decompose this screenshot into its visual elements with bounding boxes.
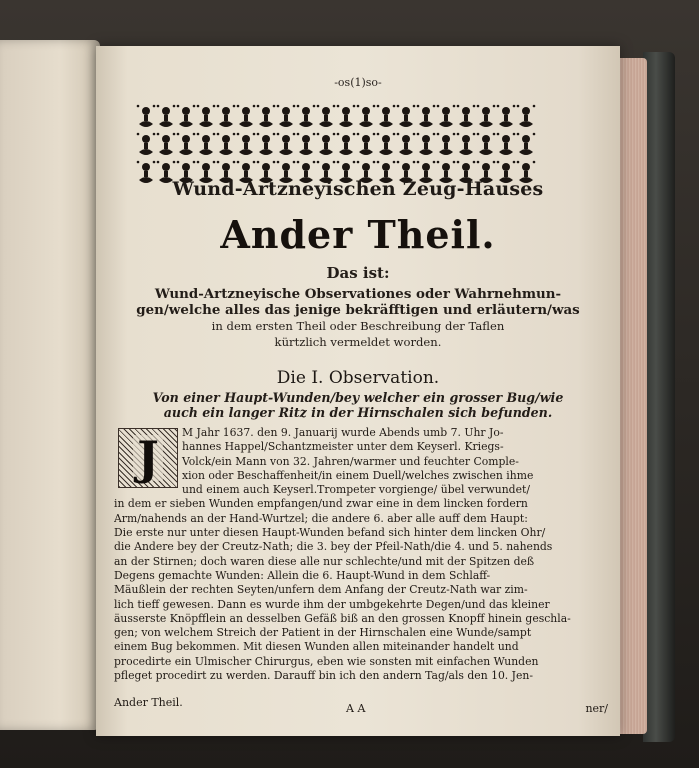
body-text <box>114 426 608 683</box>
drop-cap-letter: J <box>133 435 163 481</box>
body-line: lich tieff gewesen. Dann es wurde ihm der umbgekehrte Degen/und das kleiner <box>114 597 550 611</box>
drop-cap-initial <box>118 428 178 488</box>
footer-catchword: ner/ <box>585 702 608 715</box>
body-line: Volck/ein Mann von 32. Jahren/warmer und feuchter Comple- <box>182 454 519 468</box>
subtitle-block <box>116 286 600 350</box>
observation-description-line: auch ein langer Ritz in der Hirnschalen sich befunden. <box>163 405 553 420</box>
body-line: M Jahr 1637. den 9. Januarij wurde Abends umb 7. Uhr Jo- <box>182 426 504 439</box>
right-page <box>96 46 620 736</box>
subtitle-line: gen/welche alles das jenige bekräfftigen und erläutern/was <box>136 302 580 318</box>
title-line-1: Wund-Artzneyischen Zeug-Hauses <box>172 178 544 200</box>
body-line: Degens gemachte Wunden: Allein die 6. Haupt-Wund in dem Schlaff- <box>114 568 491 582</box>
body-line: Mäußlein der rechten Seyten/unfern dem Anfang der Creutz-Nath war zim- <box>114 583 528 597</box>
observation-description <box>114 390 602 420</box>
body-line: einem Bug bekommen. Mit diesen Wunden allen miteinander handelt und <box>114 640 519 654</box>
body-line: die Andere bey der Creutz-Nath; die 3. bey der Pfeil-Nath/die 4. und 5. nahends <box>114 540 553 554</box>
observation-heading: Die I. Observation. <box>276 368 440 388</box>
body-line: in dem er sieben Wunden empfangen/und zwar eine in dem lincken fordern <box>114 497 528 511</box>
body-line: pfleget procedirt zu werden. Darauff bin ich den andern Tag/als den 10. Jen- <box>114 669 533 683</box>
body-line: Die erste nur unter diesen Haupt-Wunden befand sich hinter dem lincken Ohr/ <box>114 526 546 540</box>
observation-description-line: Von einer Haupt-Wunden/bey welcher ein grosser Bug/wie <box>152 390 564 405</box>
body-line: äusserste Knöpfflein an desselben Gefäß biß an den grossen Knopff hinein geschla- <box>114 611 571 625</box>
footer-signature-mark: A A <box>346 702 366 715</box>
subtitle-line: in dem ersten Theil oder Beschreibung der Taflen <box>211 319 505 333</box>
body-line: procedirte ein Ulmischer Chirurgus, eben wie sonsten mit einfachen Wunden <box>114 654 539 668</box>
title-line-2: Ander Theil. <box>220 212 496 257</box>
subtitle-line: kürtzlich vermeldet worden. <box>274 335 442 349</box>
body-line: und einem auch Keyserl.Trompeter vorgienge/ übel verwundet/ <box>182 483 530 497</box>
body-line: Arm/nahends an der Hand-Wurtzel; die andere 6. aber alle auff dem Haupt: <box>114 511 528 525</box>
das-ist-label: Das ist: <box>326 264 390 282</box>
subtitle-line: Wund-Artzneyische Observationes oder Wahrnehmun- <box>154 286 562 302</box>
page-fore-edge <box>617 58 647 734</box>
left-page <box>0 40 100 730</box>
page-number: -os(1)so- <box>334 76 382 89</box>
body-line: gen; von welchem Streich der Patient in der Hirnschalen eine Wunde/sampt <box>114 626 532 640</box>
book-cover-board <box>643 52 675 742</box>
body-line: an der Stirnen; doch waren diese alle nur schlechte/und mit der Spitzen deß <box>114 554 535 568</box>
footer-running-title: Ander Theil. <box>114 696 183 709</box>
body-line: xion oder Beschaffenheit/in einem Duell/welches zwischen ihme <box>182 468 534 482</box>
body-line: hannes Happel/Schantzmeister unter dem Keyserl. Kriegs- <box>182 440 504 454</box>
